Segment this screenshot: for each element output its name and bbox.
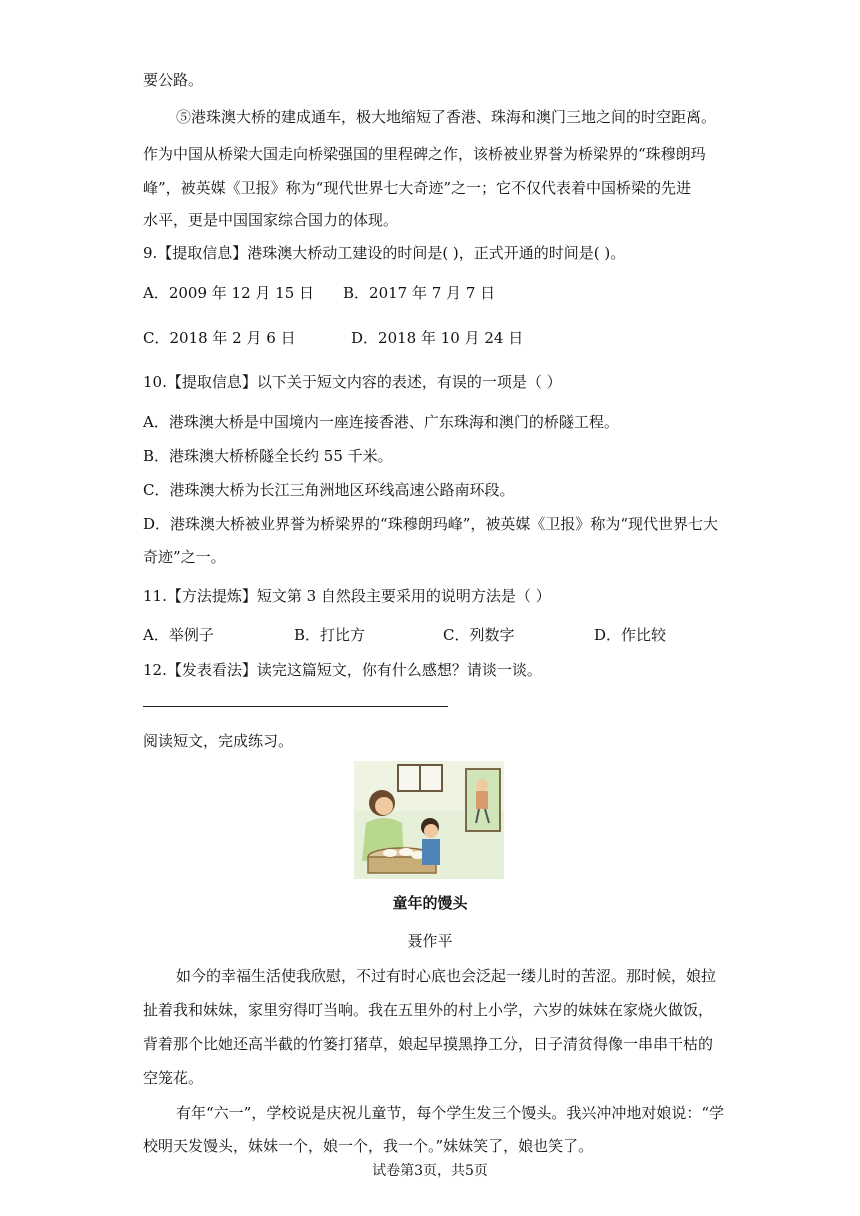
story-illustration — [354, 761, 504, 879]
q9-option-b: B．2017 年 7 月 7 日 — [343, 284, 496, 302]
page-footer: 试卷第3页，共5页 — [372, 1163, 488, 1179]
story-author: 聂作平 — [407, 932, 453, 950]
paragraph-5-line: 水平，更是中国国家综合国力的体现。 — [143, 211, 399, 229]
q9-option-a: A．2009 年 12 月 15 日 — [143, 284, 315, 302]
paragraph-5-line: 作为中国从桥梁大国走向桥梁强国的里程碑之作，该桥被业界誉为桥梁界的“珠穆朗玛 — [143, 145, 706, 163]
story-paragraph-1-line: 空笼花。 — [143, 1069, 204, 1087]
q10-option-c: C．港珠澳大桥为长江三角洲地区环线高速公路南环段。 — [143, 481, 515, 499]
story-paragraph-2-line: 有年“六一”，学校说是庆祝儿童节，每个学生发三个馒头。我兴冲冲地对娘说：“学 — [176, 1104, 725, 1122]
question-12-stem: 12.【发表看法】读完这篇短文，你有什么感想？请谈一谈。 — [143, 661, 542, 679]
q10-option-a: A．港珠澳大桥是中国境内一座连接香港、广东珠海和澳门的桥隧工程。 — [143, 413, 619, 431]
q11-option-c: C．列数字 — [443, 626, 515, 644]
q10-option-d: D．港珠澳大桥被业界誉为桥梁界的“珠穆朗玛峰”，被英媒《卫报》称为“现代世界七大 — [143, 515, 719, 533]
question-11-stem: 11.【方法提炼】短文第 3 自然段主要采用的说明方法是（ ） — [143, 587, 551, 605]
story-paragraph-1-line: 如今的幸福生活使我欣慰，不过有时心底也会泛起一缕儿时的苦涩。那时候，娘拉 — [176, 967, 717, 985]
q9-option-d: D．2018 年 10 月 24 日 — [351, 329, 524, 347]
q10-option-b: B．港珠澳大桥桥隧全长约 55 千米。 — [143, 447, 393, 465]
answer-line[interactable] — [143, 706, 448, 707]
reading-instruction: 阅读短文，完成练习。 — [143, 732, 294, 750]
q11-option-b: B．打比方 — [294, 626, 366, 644]
story-title: 童年的馒头 — [392, 894, 468, 912]
story-paragraph-2-line: 校明天发馒头，妹妹一个，娘一个，我一个。”妹妹笑了，娘也笑了。 — [143, 1137, 594, 1155]
q9-option-c: C．2018 年 2 月 6 日 — [143, 329, 296, 347]
q11-option-d: D．作比较 — [594, 626, 667, 644]
passage-line: 要公路。 — [143, 71, 204, 89]
story-paragraph-1-line: 背着那个比她还高半截的竹篓打猪草，娘起早摸黑挣工分，日子清贫得像一串串干枯的 — [143, 1035, 714, 1053]
question-10-stem: 10.【提取信息】以下关于短文内容的表述，有误的一项是（ ） — [143, 373, 562, 391]
story-paragraph-1-line: 扯着我和妹妹，家里穷得叮当响。我在五里外的村上小学，六岁的妹妹在家烧火做饭， — [143, 1001, 714, 1019]
question-9-stem: 9.【提取信息】港珠澳大桥动工建设的时间是( )，正式开通的时间是( )。 — [143, 244, 626, 262]
q10-option-d-cont: 奇迹”之一。 — [143, 548, 226, 566]
paragraph-5-line: ⑤港珠澳大桥的建成通车，极大地缩短了香港、珠海和澳门三地之间的时空距离。 — [176, 108, 717, 126]
paragraph-5-line: 峰”，被英媒《卫报》称为“现代世界七大奇迹”之一；它不仅代表着中国桥梁的先进 — [143, 179, 692, 197]
q11-option-a: A．举例子 — [143, 626, 214, 644]
